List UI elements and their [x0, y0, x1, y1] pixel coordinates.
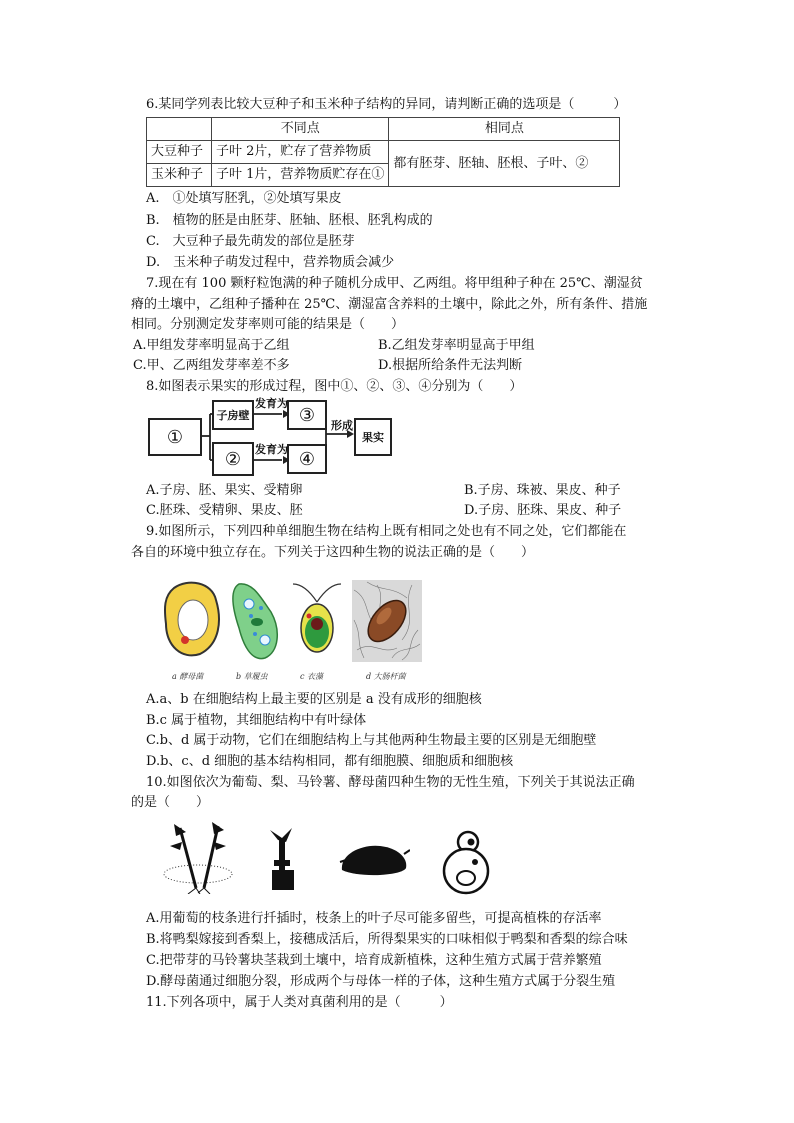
q10-option-d: D.酵母菌通过细胞分裂，形成两个与母体一样的子体，这种生殖方式属于分裂生殖	[146, 974, 616, 989]
q10-line1: 10.如图依次为葡萄、梨、马铃薯、酵母菌四种生物的无性生殖，下列关于其说法正确	[146, 775, 635, 790]
diagram-node-1: ①	[148, 418, 202, 456]
q6-option-c: C. 大豆种子最先萌发的部位是胚芽	[146, 234, 355, 249]
diagram-node-2: ②	[212, 442, 254, 476]
diagram-label-form: 形成	[331, 419, 353, 432]
q6-comparison-table	[146, 117, 620, 187]
q8-option-c: C.胚珠、受精卵、果皮、胚	[146, 503, 303, 518]
q9-option-d: D.b、c、d 细胞的基本结构相同，都有细胞膜、细胞质和细胞核	[146, 754, 514, 769]
q9-option-c: C.b、d 属于动物，它们在细胞结构上与其他两种生物最主要的区别是无细胞壁	[146, 733, 597, 748]
table-row2-diff: 子叶 1片，营养物质贮存在①	[212, 164, 389, 187]
q6-option-d: D. 玉米种子萌发过程中，营养物质会减少	[146, 255, 395, 270]
yeast-budding-illustration	[438, 826, 494, 896]
q10-option-c: C.把带芽的马铃薯块茎栽到土壤中，培育成新植株，这种生殖方式属于营养繁殖	[146, 953, 602, 968]
q10-option-b: B.将鸭梨嫁接到香梨上，接穗成活后，所得梨果实的口味相似于鸭梨和香梨的综合味	[146, 932, 628, 947]
q7-option-b: B.乙组发芽率明显高于甲组	[378, 338, 535, 353]
diagram-node-ovary-wall: 子房壁	[212, 400, 254, 430]
table-same-cell: 都有胚芽、胚轴、胚根、子叶、②	[389, 141, 620, 187]
q6-option-b: B. 植物的胚是由胚芽、胚轴、胚根、胚乳构成的	[146, 213, 433, 228]
pear-grafting-illustration	[262, 826, 302, 894]
caption-paramecium: b 草履虫	[236, 672, 268, 681]
q6-stem: 6.某同学列表比较大豆种子和玉米种子结构的异同，请判断正确的选项是（ ）	[146, 97, 627, 112]
potato-tuber-illustration	[338, 840, 410, 880]
q9-option-b: B.c 属于植物，其细胞结构中有叶绿体	[146, 713, 367, 728]
diagram-node-3: ③	[287, 400, 327, 430]
table-row1-name: 大豆种子	[147, 141, 212, 164]
q7-line2: 瘠的土壤中，乙组种子播种在 25℃、潮湿富含养料的土壤中，除此之外，所有条件、措施	[131, 297, 648, 312]
q9-line2: 各自的环境中独立存在。下列关于这四种生物的说法正确的是（ ）	[131, 545, 535, 560]
diagram-node-4: ④	[287, 444, 327, 474]
q7-line3: 相同。分别测定发芽率则可能的结果是（ ）	[131, 317, 405, 332]
caption-yeast: a 酵母菌	[172, 672, 204, 681]
q8-option-d: D.子房、胚珠、果皮、种子	[464, 503, 622, 518]
q7-option-a: A.甲组发芽率明显高于乙组	[133, 338, 290, 353]
q6-option-a: A. ①处填写胚乳，②处填写果皮	[146, 191, 342, 206]
chlamydomonas-illustration	[287, 578, 347, 663]
diagram-label-develop-1: 发育为	[255, 397, 288, 410]
q7-option-d: D.根据所给条件无法判断	[378, 358, 523, 373]
q8-option-a: A.子房、胚、果实、受精卵	[146, 483, 303, 498]
diagram-label-develop-2: 发育为	[255, 443, 288, 456]
table-row1-diff: 子叶 2片，贮存了营养物质	[212, 141, 389, 164]
paramecium-illustration	[227, 578, 285, 663]
table-head-diff: 不同点	[212, 118, 389, 141]
grape-cutting-illustration	[160, 822, 240, 894]
yeast-illustration	[160, 578, 226, 663]
caption-e-coli: d 大肠杆菌	[366, 672, 406, 681]
table-head-same: 相同点	[389, 118, 620, 141]
caption-chlamydomonas: c 衣藻	[300, 672, 324, 681]
q7-option-c: C.甲、乙两组发芽率差不多	[133, 358, 290, 373]
q9-option-a: A.a、b 在细胞结构上最主要的区别是 a 没有成形的细胞核	[146, 692, 482, 707]
q8-stem: 8.如图表示果实的形成过程，图中①、②、③、④分别为（ ）	[146, 379, 523, 394]
q7-line1: 7.现在有 100 颗籽粒饱满的种子随机分成甲、乙两组。将甲组种子种在 25℃、潮湿贫	[146, 276, 643, 291]
q10-line2: 的是（ ）	[131, 795, 210, 810]
q11-stem: 11.下列各项中，属于人类对真菌利用的是（ ）	[146, 995, 453, 1010]
q10-option-a: A.用葡萄的枝条进行扦插时，枝条上的叶子尽可能多留些，可提高植株的存活率	[146, 911, 602, 926]
q8-option-b: B.子房、珠被、果皮、种子	[464, 483, 621, 498]
q9-line1: 9.如图所示，下列四种单细胞生物在结构上既有相同之处也有不同之处，它们都能在	[146, 524, 627, 539]
diagram-node-fruit: 果实	[354, 418, 392, 456]
e-coli-illustration	[352, 580, 422, 662]
table-row2-name: 玉米种子	[147, 164, 212, 187]
table-corner	[147, 118, 212, 141]
